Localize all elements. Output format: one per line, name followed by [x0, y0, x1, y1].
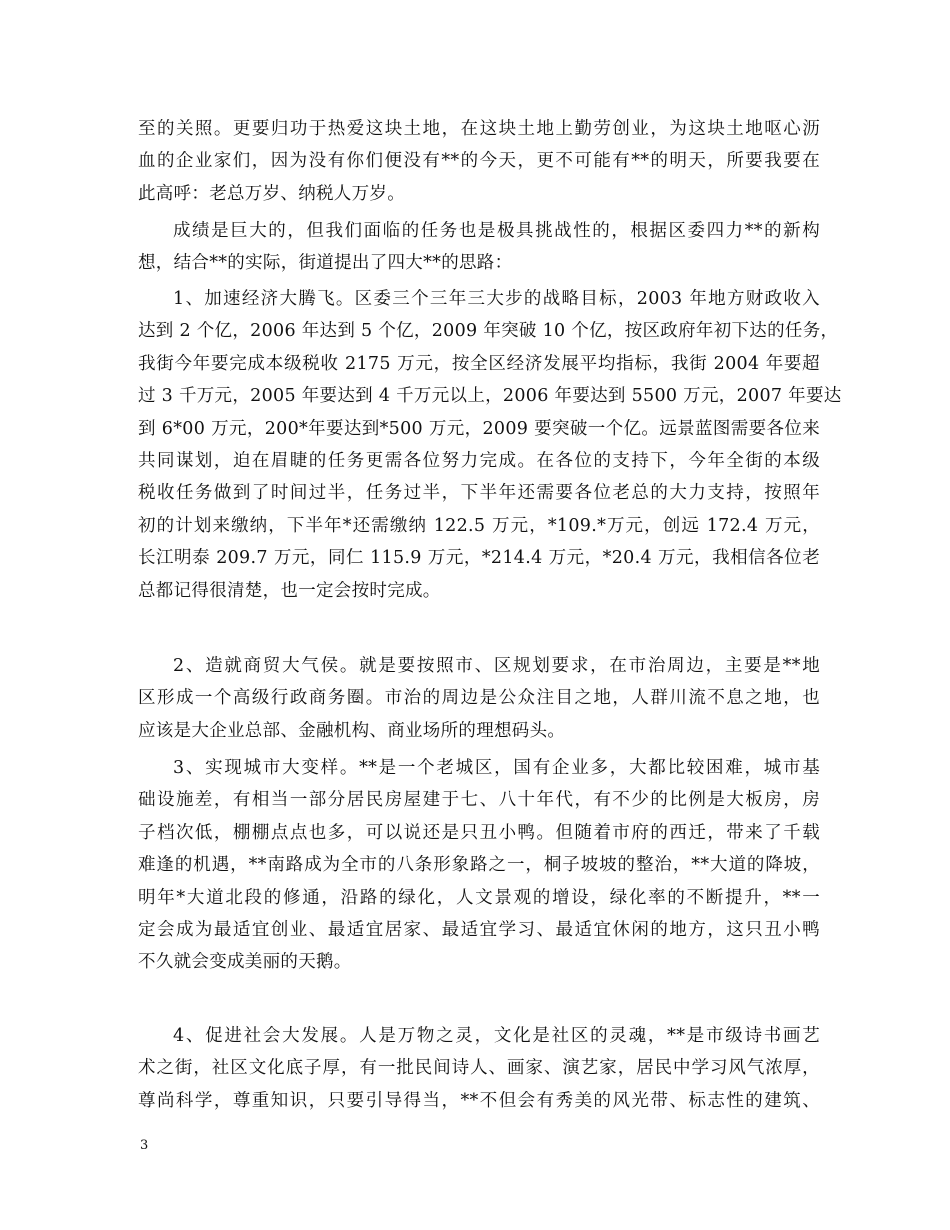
- page-number: 3: [140, 1138, 149, 1153]
- text-line: 3、实现城市大变样。**是一个老城区，国有企业多，大都比较困难，城市基: [173, 758, 820, 778]
- text-line: 总都记得很清楚，也一定会按时完成。: [138, 580, 441, 601]
- text-line: 术之街，社区文化底子厚，有一批民间诗人、画家、演艺家，居民中学习风气浓厚，: [138, 1058, 820, 1079]
- text-line: 1、加速经济大腾飞。区委三个三年三大步的战略目标，2003 年地方财政收入: [173, 289, 820, 309]
- text-line: 子档次低，棚棚点点也多，可以说还是只丑小鸭。但随着市府的西迁，带来了千载: [138, 822, 820, 843]
- paragraph-economy: [138, 283, 842, 607]
- text-line: 达到 2 个亿，2006 年达到 5 个亿，2009 年突破 10 个亿，按区政府年初下达的任务，: [138, 321, 839, 342]
- paragraph-continuation: [138, 113, 820, 210]
- paragraph-commerce: [138, 650, 820, 747]
- text-line: 明年*大道北段的修通，沿路的绿化，人文景观的增设，绿化率的不断提升，**一: [138, 887, 820, 908]
- text-line: 定会成为最适宜创业、最适宜居家、最适宜学习、最适宜休闲的地方，这只丑小鸭: [138, 919, 820, 940]
- text-line: 难逢的机遇，**南路成为全市的八条形象路之一，桐子坡坡的整治，**大道的降坡，: [138, 855, 820, 876]
- text-line: 尊尚科学，尊重知识，只要引导得当，**不但会有秀美的风光带、标志性的建筑、: [138, 1090, 820, 1111]
- text-line: 长江明泰 209.7 万元，同仁 115.9 万元，*214.4 万元，*20.4 万元，我相信各位老: [138, 548, 820, 569]
- text-line: 成绩是巨大的，但我们面临的任务也是极具挑战性的，根据区委四力**的新构: [173, 221, 820, 241]
- text-line: 想，结合**的实际，街道提出了四大**的思路：: [138, 253, 513, 274]
- text-line: 此高呼：老总万岁、纳税人万岁。: [138, 183, 405, 204]
- text-line: 不久就会变成美丽的天鹅。: [138, 952, 352, 973]
- paragraph-society: [138, 1020, 820, 1117]
- text-line: 血的企业家们，因为没有你们便没有**的今天，更不可能有**的明天，所要我要在: [138, 151, 820, 172]
- text-line: 4、促进社会大发展。人是万物之灵，文化是社区的灵魂，**是市级诗书画艺: [173, 1026, 820, 1046]
- text-line: 应该是大企业总部、金融机构、商业场所的理想码头。: [138, 720, 566, 741]
- text-line: 初的计划来缴纳，下半年*还需缴纳 122.5 万元，*109.*万元，创远 172.4 万元，: [138, 515, 820, 536]
- text-line: 到 6*00 万元，200*年要达到*500 万元，2009 要突破一个亿。远景蓝图需要各位来: [138, 418, 820, 439]
- text-line: 至的关照。更要归功于热爱这块土地，在这块土地上勤劳创业，为这块土地呕心沥: [138, 119, 820, 139]
- paragraph-city: [138, 752, 820, 979]
- text-line: 础设施差，有相当一部分居民房屋建于七、八十年代，有不少的比例是大板房，房: [138, 790, 820, 811]
- paragraph-challenges: [138, 215, 820, 280]
- text-line: 共同谋划，迫在眉睫的任务更需各位努力完成。在各位的支持下，今年全街的本级: [138, 450, 820, 471]
- text-line: 区形成一个高级行政商务圈。市治的周边是公众注目之地，人群川流不息之地，也: [138, 688, 820, 709]
- text-line: 过 3 千万元，2005 年要达到 4 千万元以上，2006 年要达到 5500 万元，2007 年要达: [138, 386, 842, 407]
- text-line: 税收任务做到了时间过半，任务过半，下半年还需要各位老总的大力支持，按照年: [138, 483, 820, 504]
- text-line: 2、造就商贸大气侯。就是要按照市、区规划要求，在市治周边，主要是**地: [173, 656, 820, 676]
- text-line: 我街今年要完成本级税收 2175 万元，按全区经济发展平均指标，我街 2004 年要超: [138, 353, 820, 374]
